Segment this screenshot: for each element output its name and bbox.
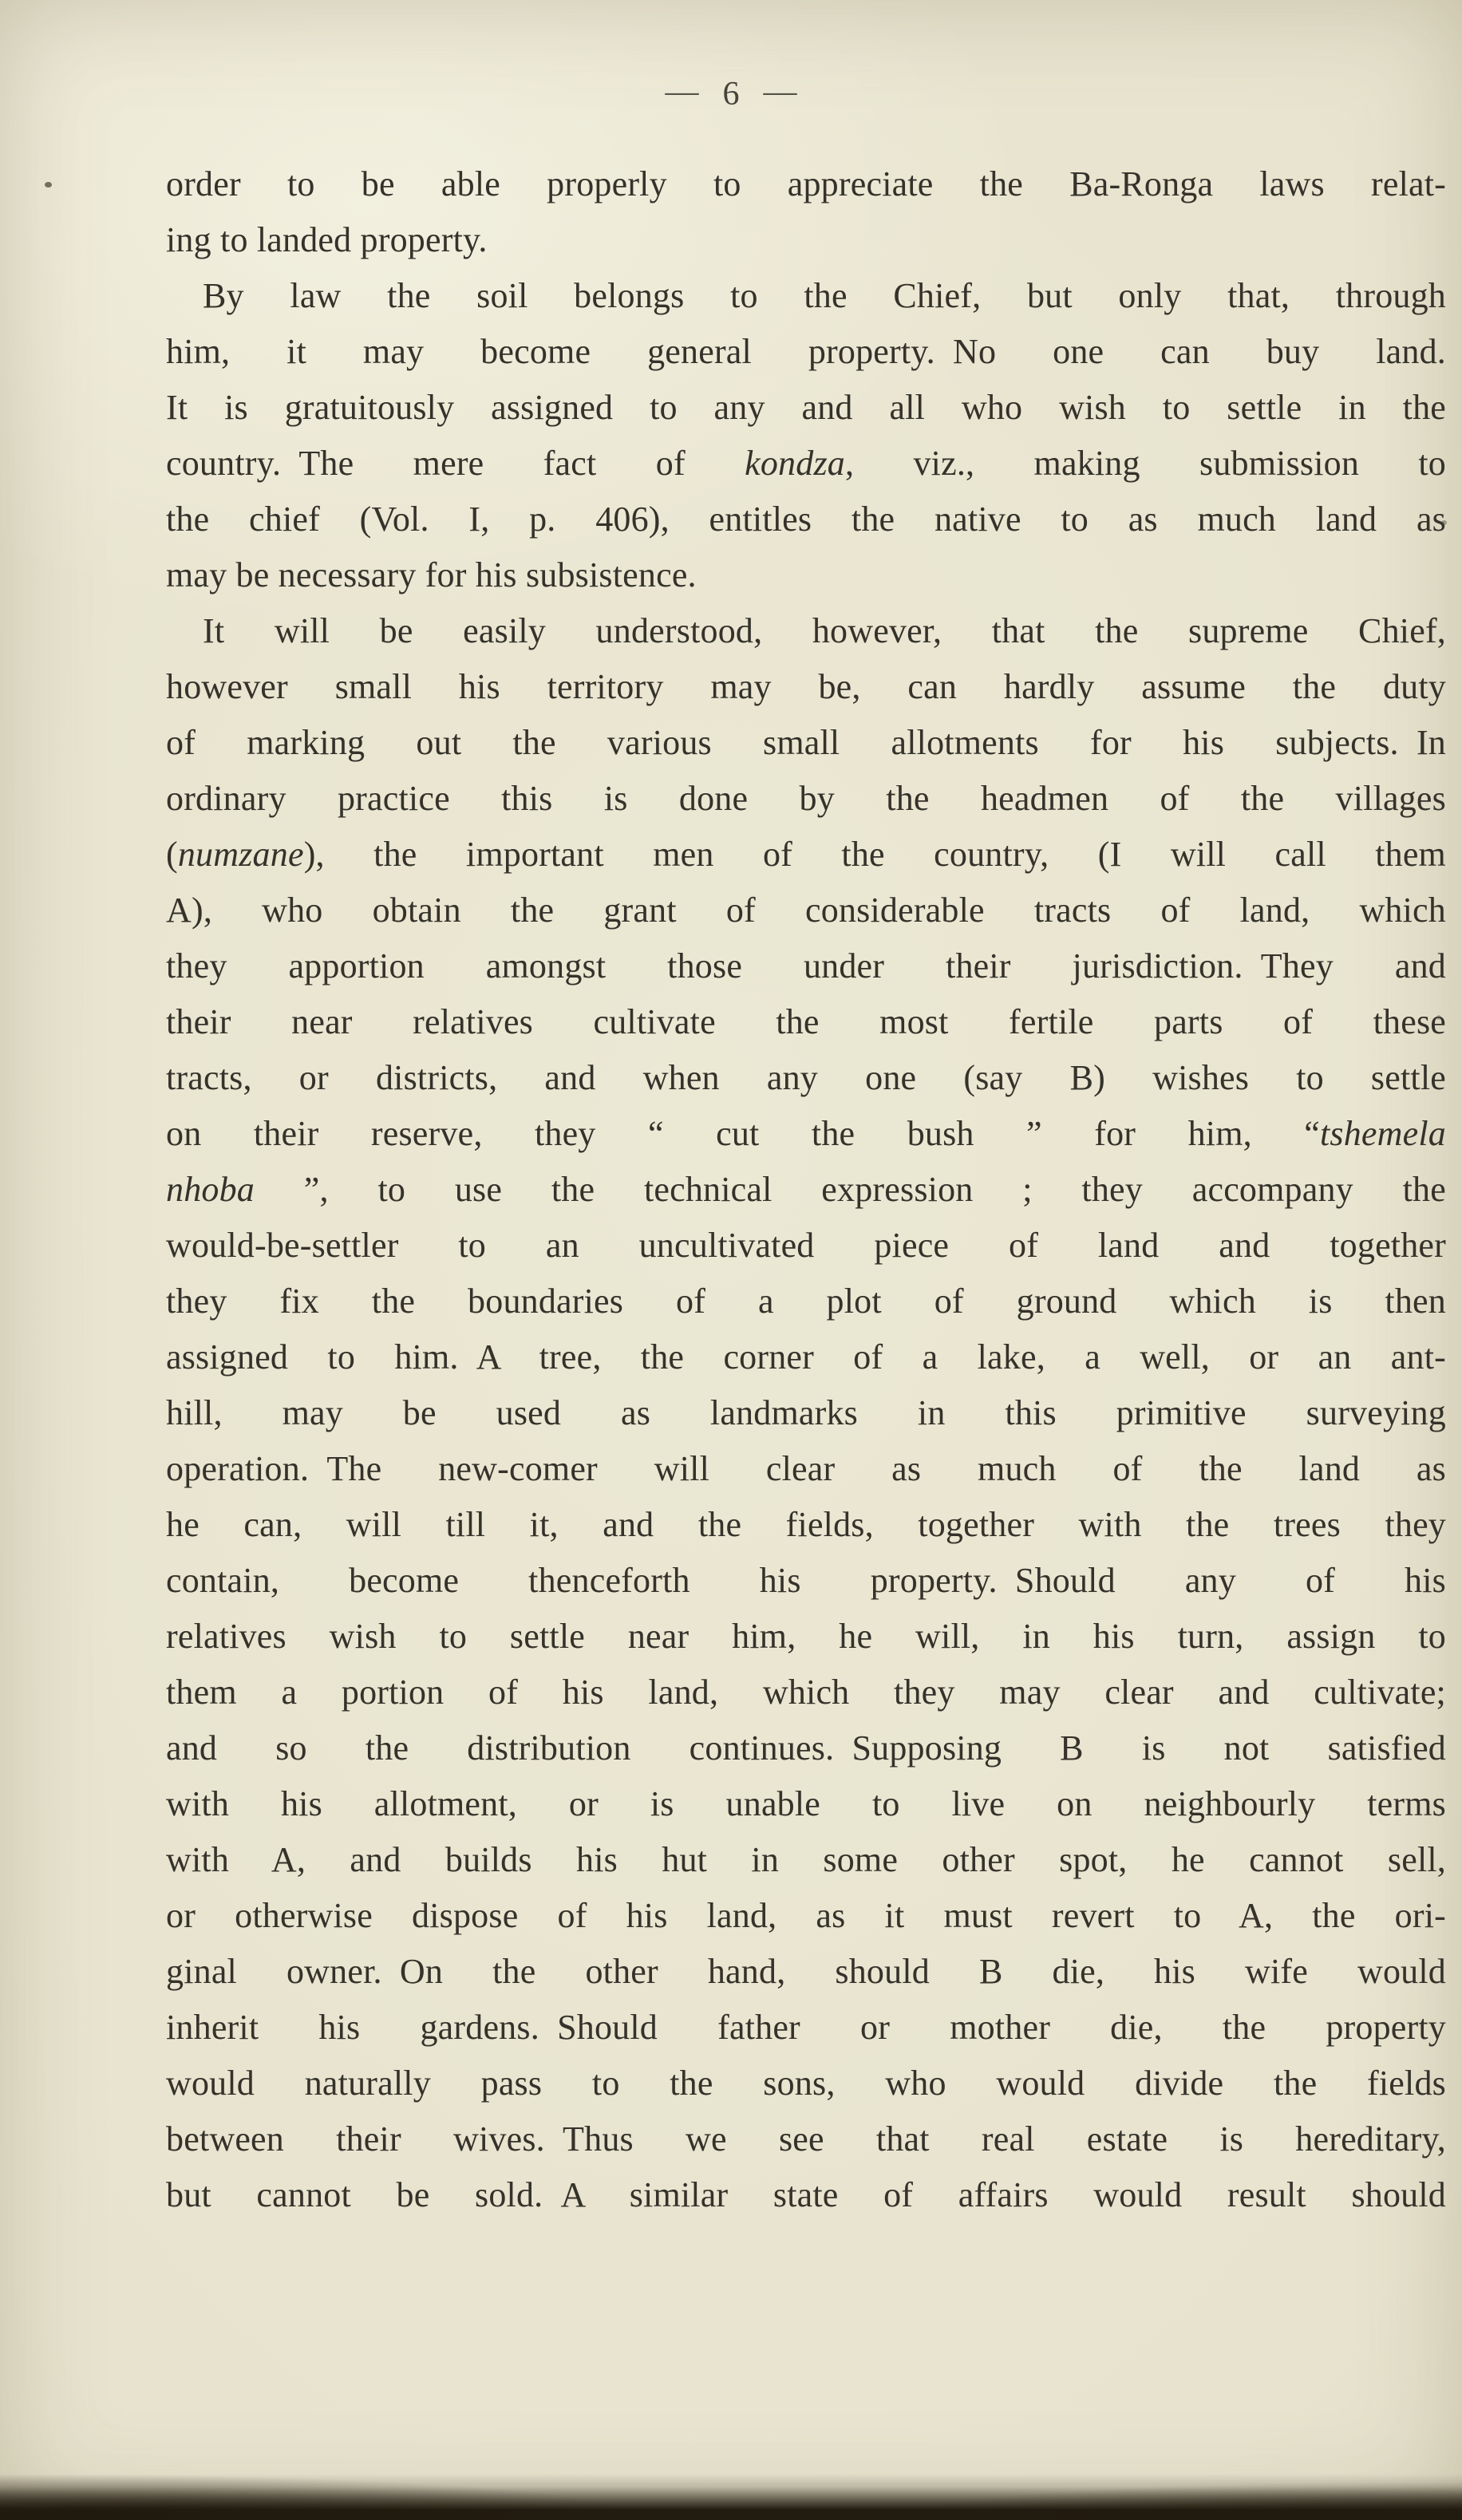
italic-term: nhoba [166, 1170, 255, 1209]
paragraph [166, 268, 1446, 603]
text-line: country. The mere fact of kondza, viz., making submission to [166, 444, 1446, 483]
text-line: on their reserve, they “ cut the bush ” for him, “tshemela [166, 1114, 1446, 1153]
text-line: they apportion amongst those under their jurisdiction. They and [166, 946, 1446, 985]
text-line: It is gratuitously assigned to any and all who wish to settle in the [166, 388, 1446, 427]
text-line: but cannot be sold. A similar state of affairs would result should [166, 2175, 1446, 2214]
text-line: It will be easily understood, however, that the supreme Chief, [203, 611, 1446, 650]
italic-term: tshemela [1319, 1114, 1446, 1153]
text-line: A), who obtain the grant of considerable tracts of land, which [166, 891, 1446, 930]
text-line: tracts, or districts, and when any one (say B) wishes to settle [166, 1058, 1446, 1097]
text-line: may be necessary for his subsistence. [166, 555, 697, 594]
text-line: would-be-settler to an uncultivated piece of land and together [166, 1226, 1446, 1265]
text-line: them a portion of his land, which they may clear and cultivate; [166, 1673, 1446, 1712]
text-line: inherit his gardens. Should father or mother die, the property [166, 2008, 1446, 2047]
text-line: order to be able properly to appreciate the Ba-Ronga laws relat- [166, 164, 1446, 203]
italic-term: numzane [177, 835, 304, 874]
text-line: the chief (Vol. I, p. 406), entitles the native to as much land as [166, 500, 1446, 539]
ink-speck [45, 182, 52, 188]
text-line: hill, may be used as landmarks in this primitive surveying [166, 1393, 1446, 1432]
text-line: between their wives. Thus we see that real estate is hereditary, [166, 2119, 1446, 2159]
text-line: with his allotment, or is unable to live on neighbourly terms [166, 1784, 1446, 1823]
paragraph [166, 156, 1446, 268]
text-line: (numzane), the important men of the country, (I will call them [166, 835, 1446, 874]
text-block [166, 156, 1446, 2223]
text-line: ordinary practice this is done by the headmen of the villages [166, 779, 1446, 818]
text-line: ginal owner. On the other hand, should B die, his wife would [166, 1952, 1446, 1991]
text-line: assigned to him. A tree, the corner of a lake, a well, or an ant- [166, 1337, 1446, 1377]
ink-speck [1436, 1015, 1441, 1020]
scan-bottom-edge-shadow [0, 2474, 1462, 2520]
text-line: ing to landed property. [166, 220, 488, 259]
header-dash-left: — [665, 73, 699, 110]
text-line: nhoba ”, to use the technical expression ; they accompany the [166, 1170, 1446, 1209]
text-line: they fix the boundaries of a plot of ground which is then [166, 1282, 1446, 1321]
page-number: 6 [722, 76, 740, 113]
text-line: their near relatives cultivate the most fertile parts of these [166, 1002, 1446, 1041]
page-header [0, 75, 1462, 113]
text-line: operation. The new-comer will clear as much of the land as [166, 1449, 1446, 1488]
text-line: relatives wish to settle near him, he will, in his turn, assign to [166, 1617, 1446, 1656]
text-line: or otherwise dispose of his land, as it must revert to A, the ori- [166, 1896, 1446, 1935]
text-line: him, it may become general property. No one can buy land. [166, 332, 1446, 371]
text-line: contain, become thenceforth his property. Should any of his [166, 1561, 1446, 1600]
header-dash-right: — [763, 73, 797, 110]
text-line: however small his territory may be, can hardly assume the duty [166, 667, 1446, 706]
text-line: and so the distribution continues. Supposing B is not satisfied [166, 1728, 1446, 1768]
text-line: he can, will till it, and the fields, together with the trees they [166, 1505, 1446, 1544]
text-line: of marking out the various small allotments for his subjects. In [166, 723, 1446, 762]
ink-speck [1441, 520, 1447, 525]
text-line: with A, and builds his hut in some other spot, he cannot sell, [166, 1840, 1446, 1879]
text-line: would naturally pass to the sons, who would divide the fields [166, 2064, 1446, 2103]
text-line: By law the soil belongs to the Chief, but only that, through [203, 276, 1446, 315]
italic-term: kondza [745, 444, 845, 483]
paragraph [166, 603, 1446, 2223]
